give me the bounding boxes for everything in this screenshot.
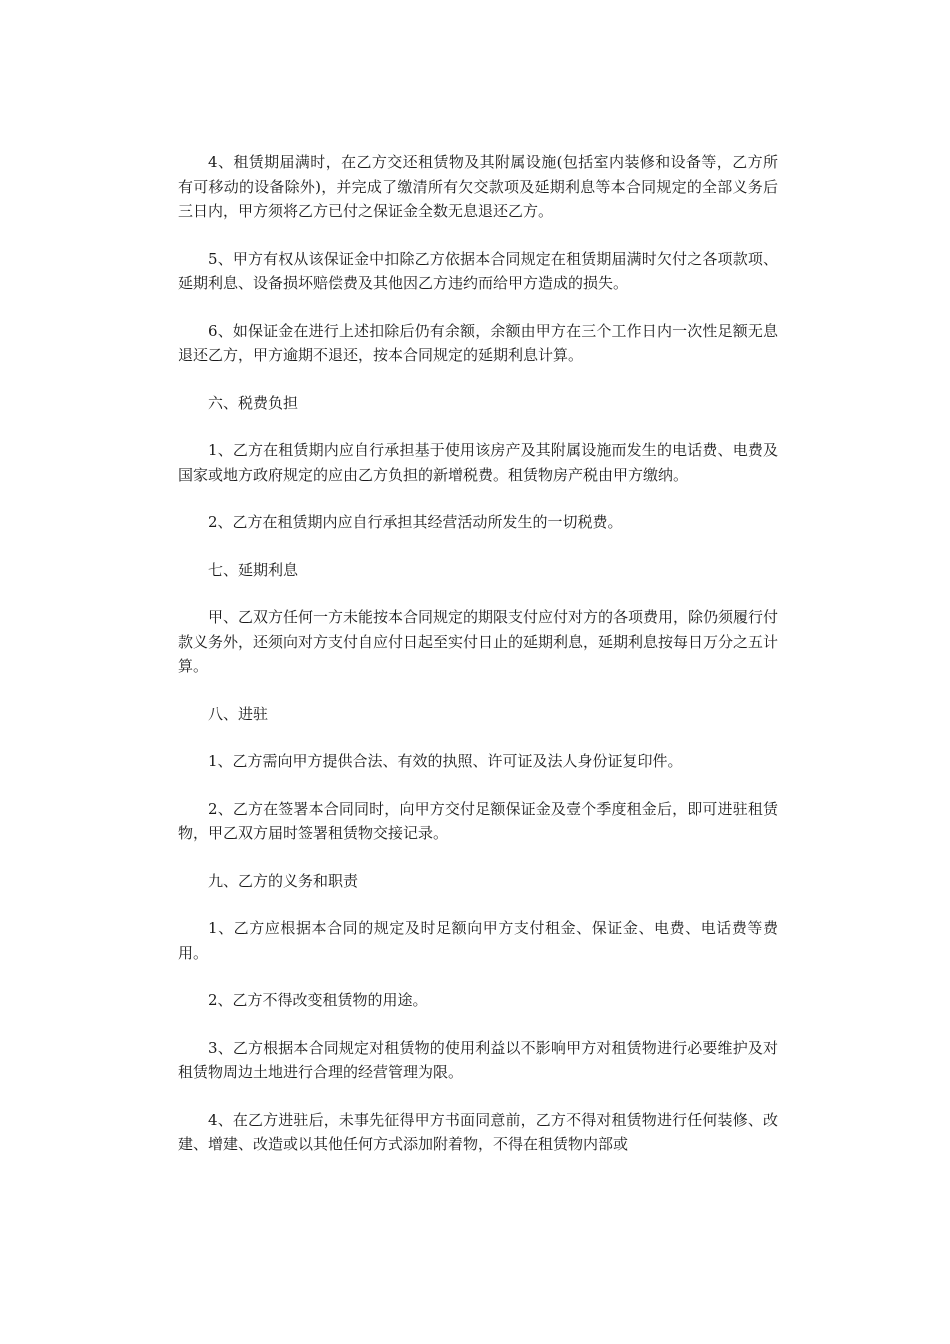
paragraph-move-in-documents: 1、乙方需向甲方提供合法、有效的执照、许可证及法人身份证复印件。 [208, 752, 683, 770]
document-body [178, 150, 778, 1180]
paragraph-duty-renovation: 4、在乙方进驻后，未事先征得甲方书面同意前，乙方不得对租赁物进行任何装修、改建、增建、改造或以其他任何方式添加附着物，不得在租赁物内部或 [178, 1110, 778, 1153]
paragraph-tax-utilities: 1、乙方在租赁期内应自行承担基于使用该房产及其附属设施而发生的电话费、电费及国家或地方政府规定的应由乙方负担的新增税费。租赁物房产税由甲方缴纳。 [178, 441, 778, 484]
paragraph-move-in-payment: 2、乙方在签署本合同同时，向甲方交付足额保证金及壹个季度租金后，即可进驻租赁物，甲乙双方届时签署租赁物交接记录。 [178, 799, 778, 842]
section-heading-taxes: 六、税费负担 [208, 393, 299, 412]
section-heading-move-in: 八、进驻 [208, 704, 269, 723]
paragraph-duty-usage: 2、乙方不得改变租赁物的用途。 [208, 991, 428, 1009]
section-heading-late-interest: 七、延期利息 [208, 560, 299, 579]
paragraph-deposit-deduction: 5、甲方有权从该保证金中扣除乙方依据本合同规定在租赁期届满时欠付之各项款项、延期利息、设备损坏赔偿费及其他因乙方违约而给甲方造成的损失。 [178, 249, 778, 292]
paragraph-tax-business: 2、乙方在租赁期内应自行承担其经营活动所发生的一切税费。 [208, 513, 623, 531]
paragraph-duty-payment: 1、乙方应根据本合同的规定及时足额向甲方支付租金、保证金、电费、电话费等费用。 [178, 919, 778, 962]
section-heading-tenant-duties: 九、乙方的义务和职责 [208, 871, 359, 890]
paragraph-late-interest: 甲、乙双方任何一方未能按本合同规定的期限支付应付对方的各项费用，除仍须履行付款义务外，还须向对方支付自应付日起至实付日止的延期利息，延期利息按每日万分之五计算。 [178, 608, 779, 675]
paragraph-deposit-balance: 6、如保证金在进行上述扣除后仍有余额，余额由甲方在三个工作日内一次性足额无息退还乙方，甲方逾期不退还，按本合同规定的延期利息计算。 [178, 321, 778, 364]
paragraph-deposit-refund: 4、租赁期届满时，在乙方交还租赁物及其附属设施(包括室内装修和设备等，乙方所有可移动的设备除外)，并完成了缴清所有欠交款项及延期利息等本合同规定的全部义务后三日内，甲方须将乙方已付之保证金全数无息退还乙方。 [178, 153, 778, 220]
paragraph-duty-maintenance: 3、乙方根据本合同规定对租赁物的使用利益以不影响甲方对租赁物进行必要维护及对租赁物周边土地进行合理的经营管理为限。 [178, 1038, 778, 1081]
